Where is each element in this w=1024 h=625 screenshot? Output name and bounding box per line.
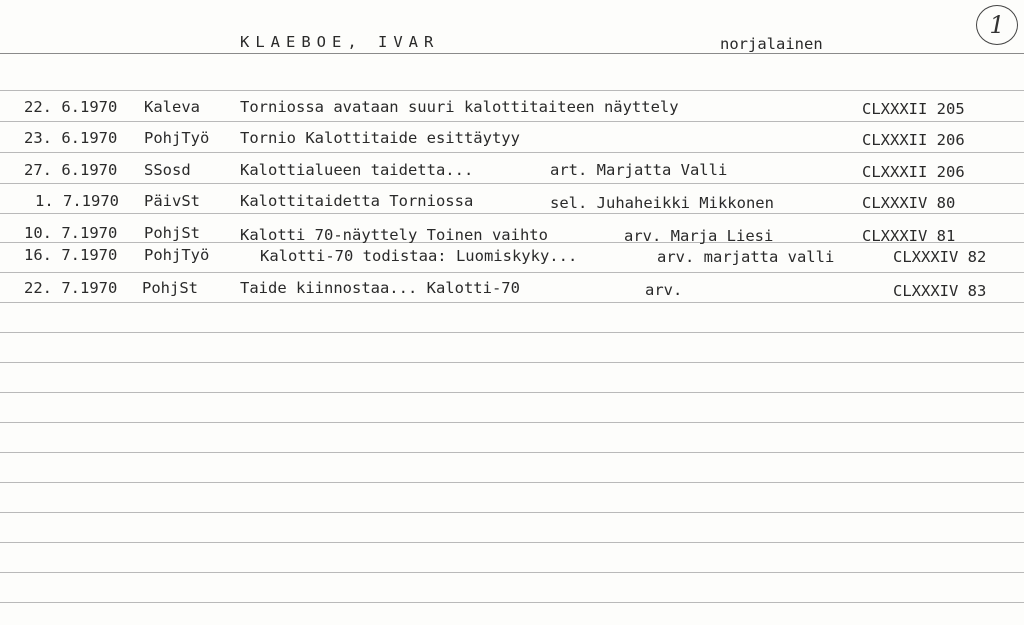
entry-ref: CLXXXIV 81 (862, 227, 956, 245)
entry-ref: CLXXXIV 82 (893, 248, 987, 266)
ruled-line (0, 482, 1024, 483)
entry-source: PohjSt (144, 224, 200, 242)
entry-source: PohjTyö (144, 129, 210, 147)
ruled-line (0, 542, 1024, 543)
ruled-line (0, 272, 1024, 273)
entry-date: 22. 6.1970 (24, 98, 118, 116)
ruled-line (0, 90, 1024, 91)
entry-ref: CLXXXIV 83 (893, 282, 987, 300)
entry-source: SSosd (144, 161, 191, 179)
entry-title: Tornio Kalottitaide esittäytyy (240, 129, 520, 147)
entry-title: Taide kiinnostaa... Kalotti-70 (240, 279, 520, 297)
header-rule (0, 53, 1024, 54)
entry-title: Kalotti 70-näyttely Toinen vaihto (240, 226, 548, 244)
card-number: 1 (976, 5, 1018, 45)
ruled-line (0, 213, 1024, 214)
entry-ref: CLXXXII 205 (862, 100, 965, 118)
entry-ref: CLXXXII 206 (862, 131, 965, 149)
entry-source: PohjSt (142, 279, 198, 297)
ruled-line (0, 512, 1024, 513)
ruled-line (0, 362, 1024, 363)
ruled-line (0, 302, 1024, 303)
ruled-line (0, 183, 1024, 184)
entry-ref: CLXXXII 206 (862, 163, 965, 181)
ruled-line (0, 452, 1024, 453)
entry-note: arv. marjatta valli (657, 248, 835, 266)
entry-source: PohjTyö (144, 246, 210, 264)
entry-date: 22. 7.1970 (24, 279, 118, 297)
entry-source: PäivSt (144, 192, 200, 210)
ruled-line (0, 392, 1024, 393)
entry-date: 1. 7.1970 (35, 192, 119, 210)
nationality: norjalainen (720, 35, 823, 53)
ruled-line (0, 152, 1024, 153)
entry-title: Kalottitaidetta Torniossa (240, 192, 474, 210)
ruled-line (0, 602, 1024, 603)
entry-title: Torniossa avataan suuri kalottitaiteen näyttely (240, 98, 679, 116)
ruled-line (0, 121, 1024, 122)
person-name: KLAEBOE, IVAR (240, 33, 440, 51)
entry-note: art. Marjatta Valli (550, 161, 728, 179)
entry-date: 16. 7.1970 (24, 246, 118, 264)
entry-source: Kaleva (144, 98, 200, 116)
entry-ref: CLXXXIV 80 (862, 194, 956, 212)
entry-title: Kalottialueen taidetta... (240, 161, 474, 179)
entry-note: arv. Marja Liesi (624, 227, 774, 245)
entry-title: Kalotti-70 todistaa: Luomiskyky... (260, 247, 578, 265)
entry-date: 27. 6.1970 (24, 161, 118, 179)
entry-note: sel. Juhaheikki Mikkonen (550, 194, 774, 212)
ruled-line (0, 572, 1024, 573)
entry-date: 10. 7.1970 (24, 224, 118, 242)
ruled-line (0, 422, 1024, 423)
entry-date: 23. 6.1970 (24, 129, 118, 147)
entry-note: arv. (645, 281, 683, 299)
ruled-line (0, 332, 1024, 333)
